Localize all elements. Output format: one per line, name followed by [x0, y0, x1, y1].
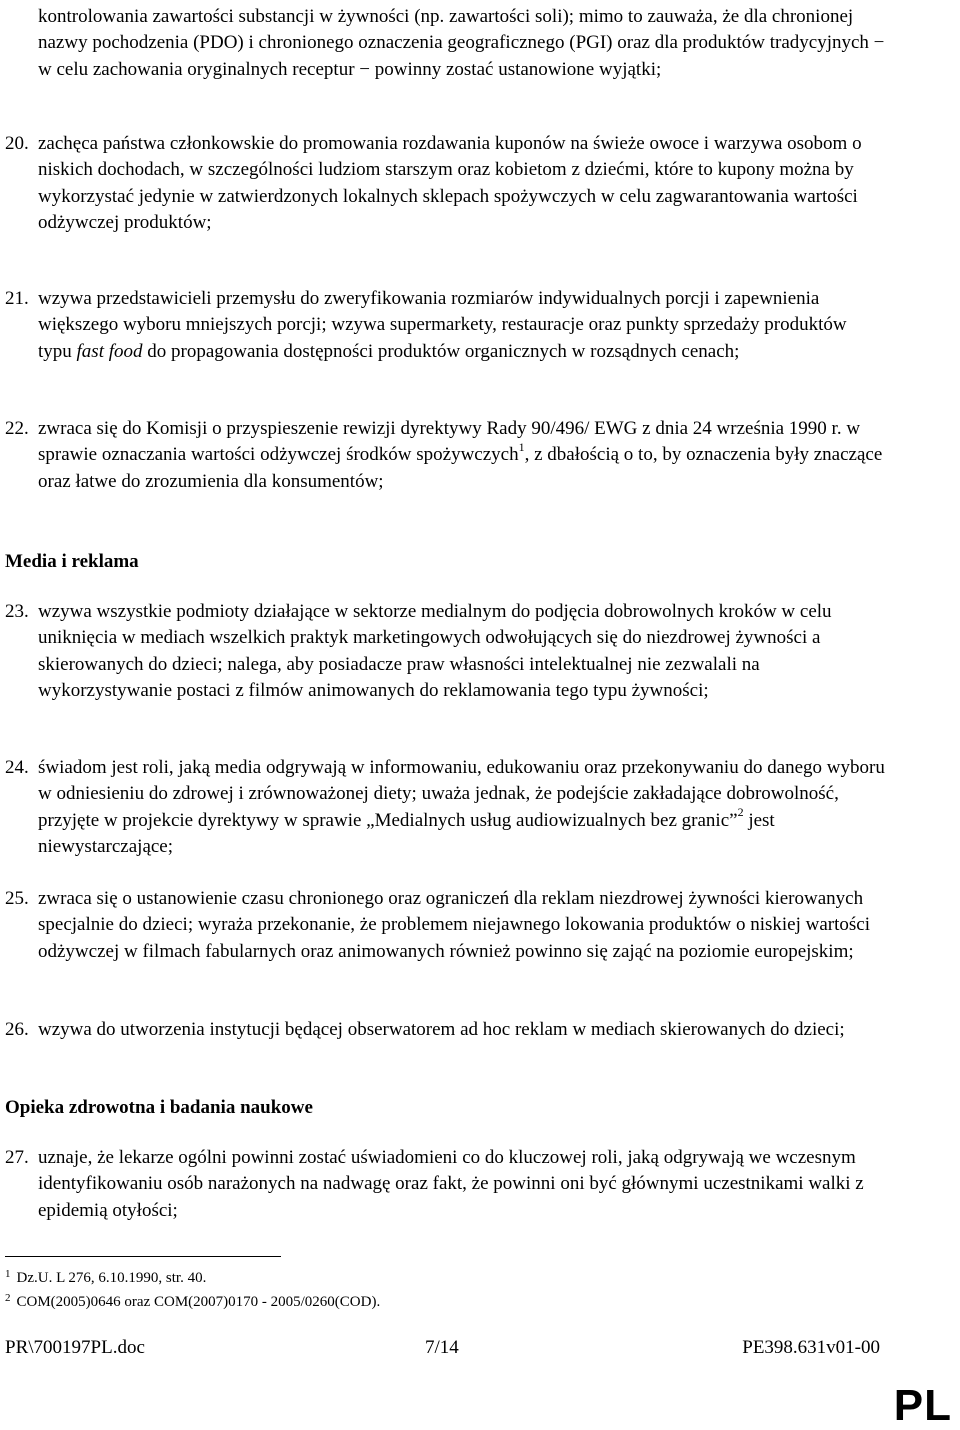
paragraph-text-part: do propagowania dostępności produktów organicznych w rozsądnych cenach;: [142, 340, 740, 362]
paragraph-23: [5, 599, 885, 704]
paragraph-text: zachęca państwa członkowskie do promowania rozdawania kuponów na świeże owoce i warzywa osobom o niskich dochodach, w szczególności ludziom starszym oraz kobietom z dziećmi, które to kupony można by wykorzystać jedynie w zatwierdzonych lokalnych sklepach spożywczych w celu zagwarantowania wartości odżywczej produktów;: [38, 133, 862, 233]
paragraph-text-part: , z dbałością o to, by oznaczenia były znaczące oraz łatwe do zrozumienia dla konsumentów;: [38, 444, 883, 492]
paragraph-number: 21.: [5, 288, 29, 309]
paragraph-27: [5, 1145, 885, 1224]
footnote-number: 2: [5, 1292, 11, 1304]
footnote-text: COM(2005)0646 oraz COM(2007)0170 - 2005/0260(COD).: [16, 1294, 381, 1310]
paragraph-number: 23.: [5, 601, 29, 622]
paragraph-22: [5, 416, 885, 495]
footnote-2: [5, 1292, 380, 1313]
paragraph-text: [38, 755, 885, 860]
footer-pe-reference: PE398.631v01-00: [742, 1337, 880, 1358]
paragraph-21: [5, 286, 885, 365]
footnote-ref-1: 1: [518, 439, 525, 454]
paragraph-26: [5, 1017, 885, 1043]
continuation-paragraph: kontrolowania zawartości substancji w żywności (np. zawartości soli); mimo to zauważa, że dla chronionej nazwy pochodzenia (PDO) i chronionego oznaczenia geograficznego (PGI) oraz dla produktów tradycyjnych − w celu zachowania oryginalnych receptur − powinny zostać ustanowione wyjątki;: [38, 6, 885, 80]
paragraph-text-part: wzywa przedstawicieli przemysłu do zweryfikowania rozmiarów indywidualnych porcji i zapewnienia większego wyboru mniejszych porcji; wzywa supermarkety, restauracje oraz punkty sprzedaży produktów typu: [38, 288, 847, 362]
language-mark: PL: [893, 1381, 952, 1430]
paragraph-text: [38, 286, 885, 365]
footnote-ref-2: 2: [737, 805, 744, 820]
paragraph-text: [38, 416, 885, 495]
paragraph-text-part: świadom jest roli, jaką media odgrywają w informowaniu, edukowaniu oraz przekonywaniu do danego wyboru w odniesieniu do zdrowej i zrównoważonej diety; uważa jednak, że podejście zakładające dobrowolność, przyjęte w projekcie dyrektywy w sprawie „Medialnych usług audiowizualnych bez granic”: [38, 757, 885, 831]
paragraph-number: 24.: [5, 757, 29, 778]
section-heading-media: Media i reklama: [5, 551, 139, 572]
footnote-number: 1: [5, 1268, 11, 1280]
footnote-1: [5, 1268, 206, 1289]
paragraph-number: 22.: [5, 418, 29, 439]
paragraph-25: [5, 886, 885, 965]
paragraph-text: zwraca się o ustanowienie czasu chronionego oraz ograniczeń dla reklam niezdrowej żywności kierowanych specjalnie do dzieci; wyraża przekonanie, że problemem niejawnego lokowania produktów o niskiej wartości odżywczej w filmach fabularnych oraz animowanych również powinno się zająć na poziomie europejskim;: [38, 888, 871, 962]
footnote-divider: [5, 1256, 281, 1257]
section-heading-health: Opieka zdrowotna i badania naukowe: [5, 1097, 313, 1118]
paragraph-24: [5, 755, 885, 860]
footer-page-number: 7/14: [425, 1337, 459, 1358]
paragraph-number: 26.: [5, 1019, 29, 1040]
paragraph-text: uznaje, że lekarze ogólni powinni zostać uświadomieni co do kluczowej roli, jaką odgrywają we wczesnym identyfikowaniu osób narażonych na nadwagę oraz fakt, że powinni oni być głównymi uczestnikami walki z epidemią otyłości;: [38, 1147, 864, 1221]
italic-term: fast food: [76, 340, 143, 362]
paragraph-20: [5, 131, 885, 236]
footer-doc-reference: PR\700197PL.doc: [5, 1337, 145, 1358]
paragraph-number: 27.: [5, 1147, 29, 1168]
paragraph-text-part: zwraca się do Komisji o przyspieszenie rewizji dyrektywy Rady 90/496/ EWG z dnia 24 września 1990 r. w sprawie oznaczania wartości odżywczej środków spożywczych: [38, 418, 861, 466]
paragraph-text: wzywa wszystkie podmioty działające w sektorze medialnym do podjęcia dobrowolnych kroków w celu uniknięcia w mediach wszelkich praktyk marketingowych odwołujących się do niezdrowej żywności a skierowanych do dzieci; nalega, aby posiadacze praw własności intelektualnej nie zezwalali na wykorzystywanie postaci z filmów animowanych do reklamowania tego typu żywności;: [38, 601, 832, 701]
paragraph-text: wzywa do utworzenia instytucji będącej obserwatorem ad hoc reklam w mediach skierowanych do dzieci;: [38, 1019, 845, 1040]
paragraph-number: 25.: [5, 888, 29, 909]
footnote-text: Dz.U. L 276, 6.10.1990, str. 40.: [16, 1270, 207, 1286]
paragraph-number: 20.: [5, 133, 29, 154]
paragraph-text-part: jest niewystarczające;: [38, 809, 775, 857]
